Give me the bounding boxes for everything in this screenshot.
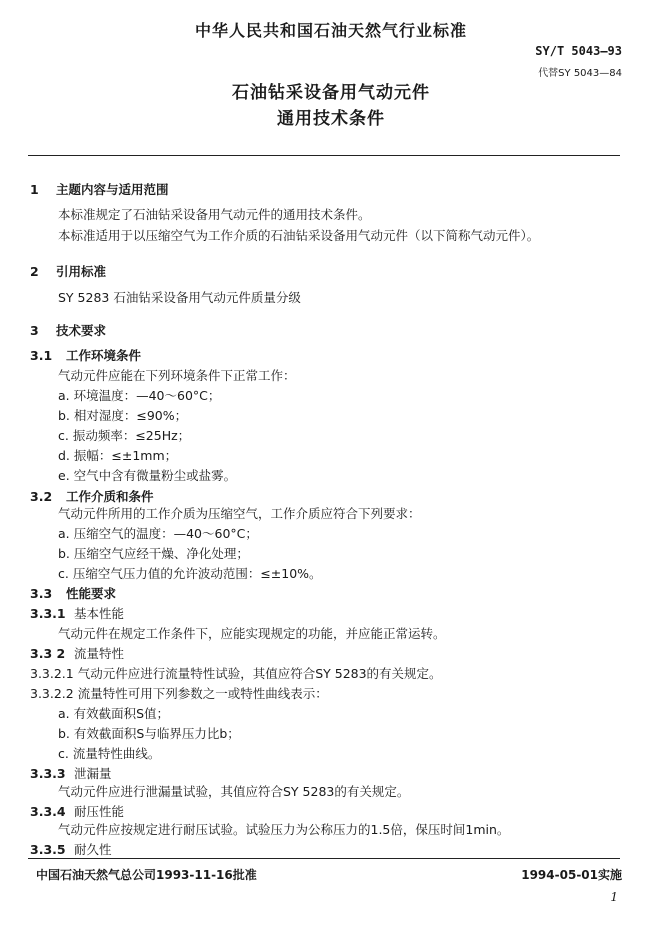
replaces-code: 代替SY 5043—84 xyxy=(538,68,622,79)
approval-date: 中国石油天然气总公司1993-11-16批准 xyxy=(36,868,257,882)
section-title: 性能要求 xyxy=(66,586,117,601)
list-item: c. 流量特性曲线。 xyxy=(58,746,161,761)
section-1-heading xyxy=(30,180,169,198)
document-title-line1: 石油钻采设备用气动元件 xyxy=(232,83,430,103)
list-item: e. 空气中含有微量粉尘或盐雾。 xyxy=(58,468,237,483)
section-3-3-heading xyxy=(30,584,116,602)
paragraph: 本标准规定了石油钻采设备用气动元件的通用技术条件。 xyxy=(58,207,371,222)
list-item: d. 振幅：≤±1mm； xyxy=(58,448,178,463)
clause-3-3-2-1: 3.3.2.1 气动元件应进行流量特性试验，其值应符合SY 5283的有关规定。 xyxy=(30,666,442,681)
section-number: 3.2 xyxy=(30,489,53,504)
paragraph: 本标准适用于以压缩空气为工作介质的石油钻采设备用气动元件（以下简称气动元件）。 xyxy=(58,228,540,243)
paragraph: 气动元件应能在下列环境条件下正常工作： xyxy=(58,368,296,383)
section-number: 3 xyxy=(30,323,39,338)
paragraph: 气动元件在规定工作条件下，应能实现规定的功能，并应能正常运转。 xyxy=(58,626,446,641)
section-3-1-heading xyxy=(30,346,141,364)
list-item: a. 有效截面积S值； xyxy=(58,706,170,721)
section-number: 1 xyxy=(30,182,39,197)
list-item: a. 压缩空气的温度：—40～60°C； xyxy=(58,526,258,541)
section-number: 3.3.1 xyxy=(30,606,66,621)
section-title: 主题内容与适用范围 xyxy=(56,182,169,197)
section-number: 3.3.4 xyxy=(30,804,66,819)
section-number: 3.3 2 xyxy=(30,646,66,661)
section-3-heading xyxy=(30,321,106,339)
section-title: 技术要求 xyxy=(56,323,107,338)
section-3-2-heading xyxy=(30,487,154,505)
list-item: b. 压缩空气应经干燥、净化处理； xyxy=(58,546,249,561)
list-item: b. 有效截面积S与临界压力比b； xyxy=(58,726,240,741)
list-item: a. 环境温度：—40～60°C； xyxy=(58,388,221,403)
section-number: 2 xyxy=(30,264,39,279)
section-title: 泄漏量 xyxy=(74,766,112,781)
section-number: 3.3.5 xyxy=(30,842,66,857)
list-item: c. 振动频率：≤25Hz； xyxy=(58,428,191,443)
section-3-3-3-heading xyxy=(30,764,112,782)
paragraph: 气动元件应进行泄漏量试验，其值应符合SY 5283的有关规定。 xyxy=(58,784,410,799)
page-number: 1 xyxy=(610,890,618,904)
standard-code: SY/T 5043—93 xyxy=(535,44,622,58)
section-number: 3.3 xyxy=(30,586,53,601)
paragraph: 气动元件应按规定进行耐压试验。试验压力为公称压力的1.5倍，保压时间1min。 xyxy=(58,822,510,837)
section-3-3-5-heading xyxy=(30,840,112,858)
reference-standard: SY 5283 石油钻采设备用气动元件质量分级 xyxy=(58,290,301,305)
section-3-3-2-heading xyxy=(30,644,124,662)
list-item: c. 压缩空气压力值的允许波动范围：≤±10%。 xyxy=(58,566,322,581)
section-3-3-1-heading xyxy=(30,604,124,622)
section-title: 基本性能 xyxy=(74,606,125,621)
paragraph: 气动元件所用的工作介质为压缩空气，工作介质应符合下列要求： xyxy=(58,506,421,521)
section-title: 流量特性 xyxy=(74,646,125,661)
section-number: 3.1 xyxy=(30,348,53,363)
bottom-divider xyxy=(28,858,620,859)
section-2-heading xyxy=(30,262,106,280)
section-title: 引用标准 xyxy=(56,264,107,279)
section-title: 耐压性能 xyxy=(74,804,125,819)
effective-date: 1994-05-01实施 xyxy=(521,868,622,882)
list-item: b. 相对湿度：≤90%； xyxy=(58,408,188,423)
clause-3-3-2-2: 3.3.2.2 流量特性可用下列参数之一或特性曲线表示： xyxy=(30,686,328,701)
section-title: 工作介质和条件 xyxy=(66,489,154,504)
section-number: 3.3.3 xyxy=(30,766,66,781)
document-title-line2: 通用技术条件 xyxy=(277,109,385,129)
section-title: 耐久性 xyxy=(74,842,112,857)
top-divider xyxy=(28,155,620,156)
section-3-3-4-heading xyxy=(30,802,124,820)
section-title: 工作环境条件 xyxy=(66,348,142,363)
industry-standard-heading: 中华人民共和国石油天然气行业标准 xyxy=(194,21,467,40)
